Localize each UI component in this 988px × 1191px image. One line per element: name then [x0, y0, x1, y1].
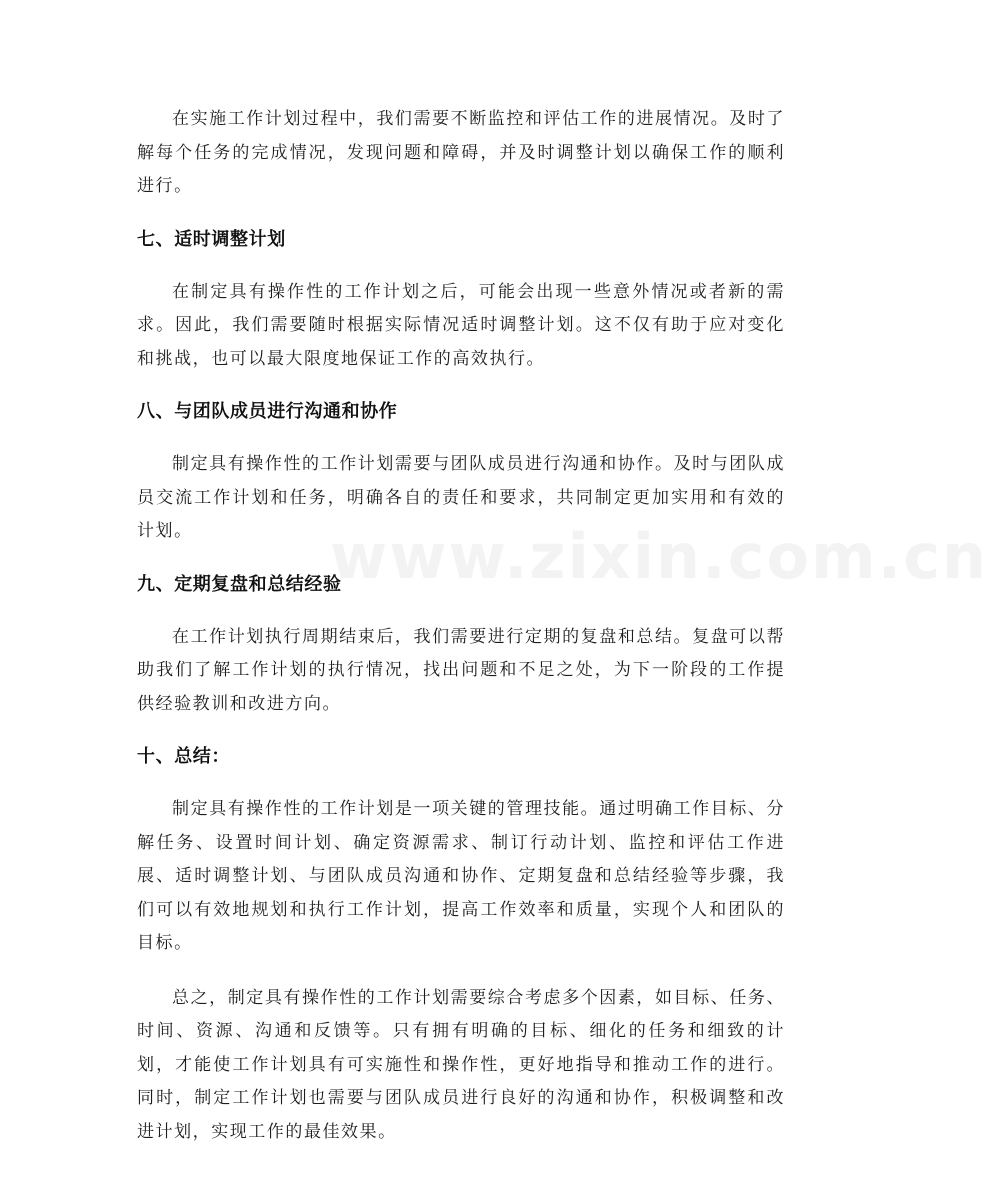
summary-paragraph-1: 制定具有操作性的工作计划是一项关键的管理技能。通过明确工作目标、分解任务、设置时间计划、确定资源需求、制订行动计划、监控和评估工作进展、适时调整计划、与团队成员沟通和协作、定期复盘和总结经验等步骤，我们可以有效地规划和执行工作计划，提高工作效率和质量，实现个人和团队的目标。: [137, 799, 785, 953]
summary-paragraph-2: 总之，制定具有操作性的工作计划需要综合考虑多个因素，如目标、任务、时间、资源、沟通和反馈等。只有拥有明确的目标、细化的任务和细致的计划，才能使工作计划具有可实施性和操作性，更好地指导和推动工作的进行。同时，制定工作计划也需要与团队成员进行良好的沟通和协作，积极调整和改进计划，实现工作的最佳效果。: [137, 987, 785, 1142]
section-heading-7: 七、适时调整计划: [137, 228, 286, 250]
section-heading-9: 九、定期复盘和总结经验: [137, 573, 342, 595]
section-7-paragraph: 在制定具有操作性的工作计划之后，可能会出现一些意外情况或者新的需求。因此，我们需要随时根据实际情况适时调整计划。这不仅有助于应对变化和挑战，也可以最大限度地保证工作的高效执行。: [137, 281, 785, 369]
intro-paragraph: 在实施工作计划过程中，我们需要不断监控和评估工作的进展情况。及时了解每个任务的完成情况，发现问题和障碍，并及时调整计划以确保工作的顺利进行。: [137, 109, 785, 196]
section-heading-10: 十、总结：: [137, 746, 230, 767]
section-9-paragraph: 在工作计划执行周期结束后，我们需要进行定期的复盘和总结。复盘可以帮助我们了解工作计划的执行情况，找出问题和不足之处，为下一阶段的工作提供经验教训和改进方向。: [137, 626, 785, 714]
section-heading-8: 八、与团队成员进行沟通和协作: [137, 401, 398, 422]
watermark: www.zixin.com.cn: [330, 520, 988, 593]
section-8-paragraph: 制定具有操作性的工作计划需要与团队成员进行沟通和协作。及时与团队成员交流工作计划和任务，明确各自的责任和要求，共同制定更加实用和有效的计划。: [137, 454, 785, 541]
document-body: [137, 103, 785, 1170]
